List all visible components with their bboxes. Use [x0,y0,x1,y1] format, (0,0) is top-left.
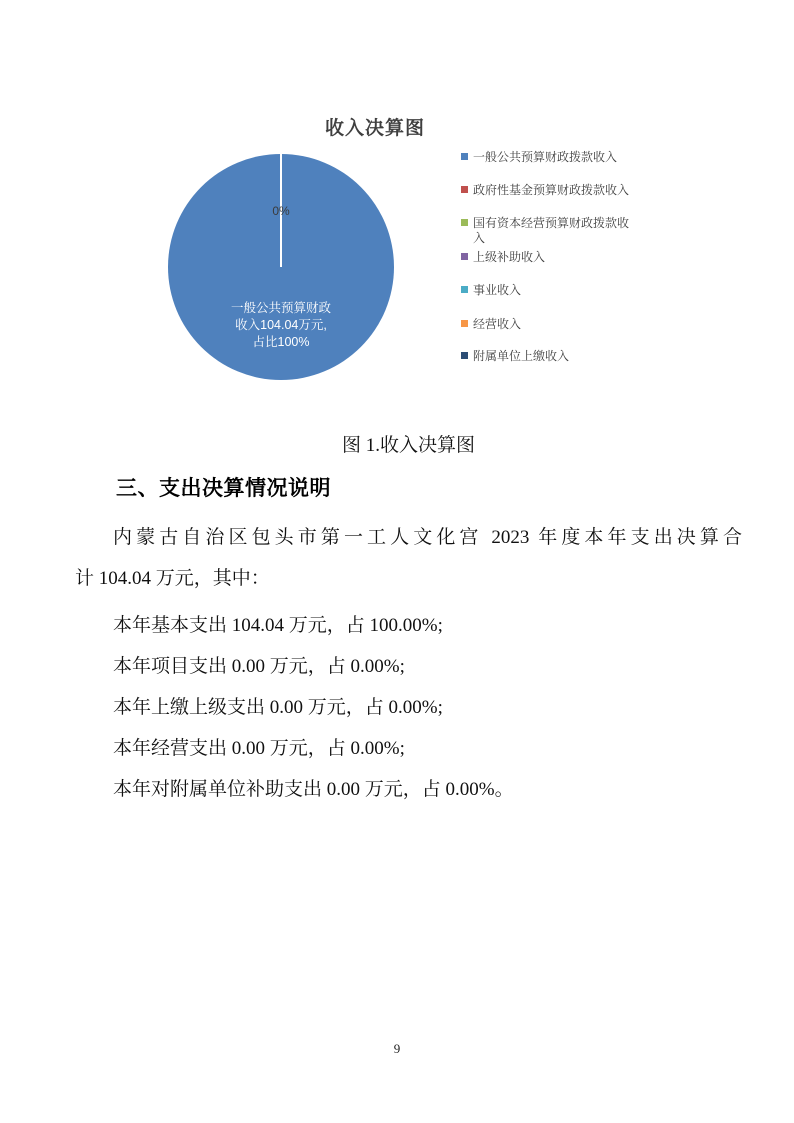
legend-label: 附属单位上缴收入 [473,349,570,363]
page-number: 9 [393,1041,401,1056]
legend-swatch-navy-icon [461,352,468,359]
legend-swatch-blue-icon [461,153,468,160]
item-upturned-expenditure: 本年上缴上级支出 0.00 万元，占 0.00%; [113,697,443,718]
legend-label: 政府性基金预算财政拨款收入 [473,183,630,197]
legend-item-state-capital [461,216,635,246]
section-expenditure-explanation [75,475,742,810]
figure-caption: 图 1.收入决算图 [341,435,475,456]
legend-label: 国有资本经营预算财政拨款收入 [473,216,630,245]
item-subsidy-expenditure: 本年对附属单位补助支出 0.00 万元，占 0.00%。 [113,779,514,800]
section-heading: 三、支出决算情况说明 [116,477,331,500]
pie-zero-percent-label: 0% [272,204,290,218]
legend-swatch-orange-icon [461,320,468,327]
pie-slice-general-public-budget [168,154,394,380]
income-pie-chart [55,110,695,420]
legend-swatch-purple-icon [461,253,468,260]
pie-label-line-2: 收入104.04万元, [235,318,327,332]
legend-label: 事业收入 [473,283,522,297]
legend-item-superior-subsidy [461,250,545,265]
legend-label: 上级补助收入 [473,250,546,264]
item-project-expenditure: 本年项目支出 0.00 万元，占 0.00%; [113,656,405,677]
pie-label-line-3: 占比100% [252,335,310,349]
chart-title: 收入决算图 [324,118,425,139]
item-basic-expenditure: 本年基本支出 104.04 万元，占 100.00%; [113,615,443,636]
legend-label: 一般公共预算财政拨款收入 [473,150,618,164]
intro-line-2: 计 104.04 万元，其中： [75,568,270,589]
pie-label-line-1: 一般公共预算财政 [230,301,331,315]
legend-item-subordinate-unit-income [461,349,569,364]
item-operating-expenditure: 本年经营支出 0.00 万元，占 0.00%; [113,738,405,759]
legend-swatch-green-icon [461,219,468,226]
intro-paragraph [75,517,742,599]
pie-main-data-label [201,300,361,351]
legend-swatch-teal-icon [461,286,468,293]
legend-swatch-red-icon [461,186,468,193]
legend-label: 经营收入 [473,317,522,331]
expenditure-items [75,605,742,810]
legend-item-government-fund [461,183,629,198]
legend-item-general-public-budget [461,150,617,165]
intro-line-1: 内蒙古自治区包头市第一工人文化宫 2023 年度本年支出决算合 [113,527,742,548]
legend-item-institutional-income [461,283,521,298]
legend-item-operating-income [461,317,521,332]
